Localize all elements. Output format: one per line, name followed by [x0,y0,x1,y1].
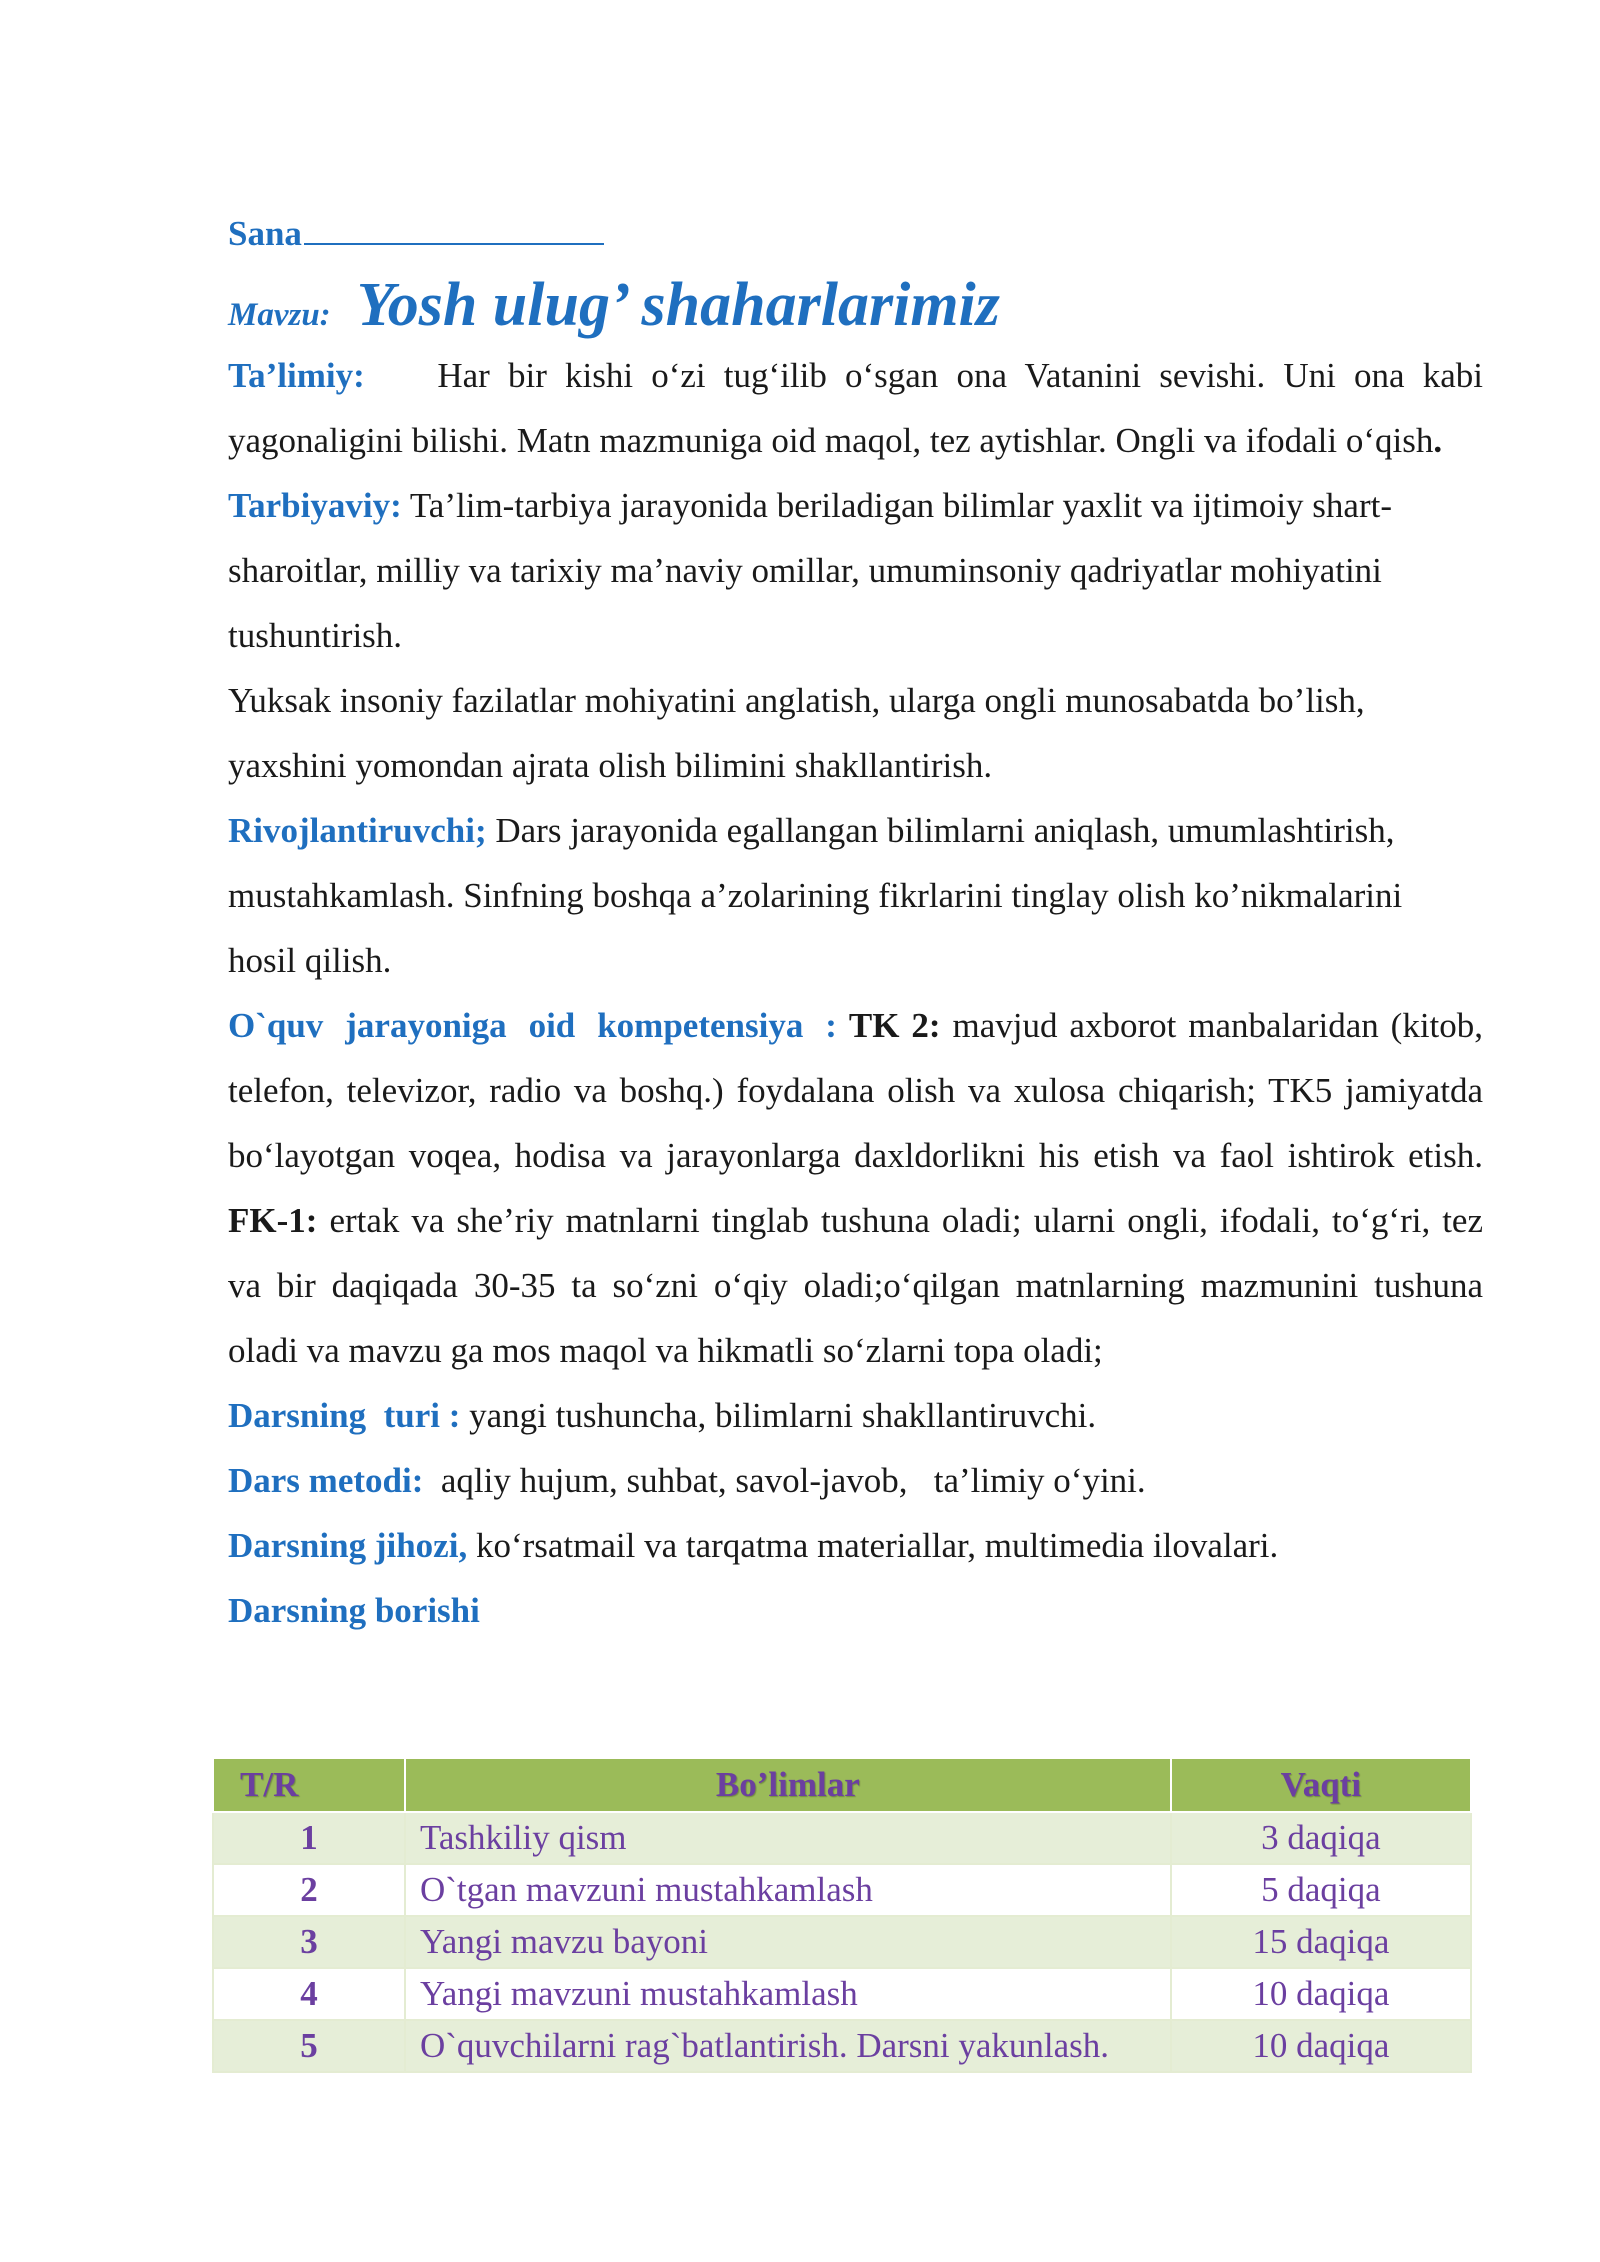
developmental-goal-text: Dars jarayonida egallangan bilimlarni aniqlash, umumlashtirish, mustahkamlash. Sinfning boshqa a’zolarining fikrlarini tinglay olish ko’nikmalarini hosil qilish. [228,811,1403,980]
lesson-type [228,1383,1483,1448]
table-row [213,1916,1471,1968]
fk1-label: FK-1: [228,1201,318,1240]
table-row [213,2020,1471,2072]
developmental-goal-label: Rivojlantiruvchi; [228,811,487,850]
row-section: Tashkiliy qism [405,1812,1171,1864]
lesson-method-label: Dars metodi: [228,1461,424,1500]
table-row [213,1968,1471,2020]
row-number: 3 [213,1916,405,1968]
header-number: T/R [213,1758,405,1812]
lesson-body [228,343,1483,1643]
date-line [228,205,1483,263]
row-section: O`tgan mavzuni mustahkamlash [405,1864,1171,1916]
lesson-equipment-text: ko‘rsatmail va tarqatma materiallar, multimedia ilovalari. [475,1526,1279,1565]
lesson-equipment [228,1513,1483,1578]
row-time: 10 daqiqa [1171,1968,1471,2020]
lesson-method-text: aqliy hujum, suhbat, savol-javob, ta’limiy o‘yini. [440,1461,1146,1500]
row-number: 2 [213,1864,405,1916]
upbringing-goal-label: Tarbiyaviy: [228,486,402,525]
header-time: Vaqti [1171,1758,1471,1812]
competency-label: O`quv jarayoniga oid kompetensiya : [228,1006,837,1045]
topic-label: Mavzu: [228,297,331,333]
lesson-progress-heading [228,1578,1483,1643]
tk2-text: mavjud axborot manbalaridan (kitob, telefon, televizor, radio va boshq.) foydalana olish va xulosa chiqarish; TK5 jamiyatda bo‘layotgan voqea, hodisa va jarayonlarga daxldorlikni his etish va faol ishtirok etish. [228,1006,1484,1175]
competency-paragraph [228,993,1483,1383]
row-section: O`quvchilarni rag`batlantirish. Darsni yakunlash. [405,2020,1171,2072]
row-section: Yangi mavzuni mustahkamlash [405,1968,1171,2020]
row-time: 5 daqiqa [1171,1864,1471,1916]
educational-goal-label: Ta’limiy: [228,356,365,395]
fk1-text: ertak va she’riy matnlarni tinglab tushuna oladi; ularni ongli, ifodali, to‘g‘ri, tez va bir daqiqada 30-35 ta so‘zni o‘qiy oladi;o‘qilgan matnlarning mazmunini tushuna oladi va mavzu ga mos maqol va hikmatli so‘zlarni topa oladi; [228,1201,1484,1370]
developmental-goal [228,798,1478,993]
row-number: 4 [213,1968,405,2020]
topic-line [228,267,1483,343]
table-row [213,1812,1471,1864]
date-blank-line [304,207,604,245]
tk2-label: TK 2: [848,1006,941,1045]
lesson-method [228,1448,1483,1513]
virtues-paragraph: Yuksak insoniy fazilatlar mohiyatini anglatish, ularga ongli munosabatda bo’lish, yaxshini yomondan ajrata olish bilimini shakllantirish. [228,681,1365,785]
row-number: 5 [213,2020,405,2072]
header-sections: Bo’limlar [405,1758,1171,1812]
row-time: 15 daqiqa [1171,1916,1471,1968]
lesson-type-text: yangi tushuncha, bilimlarni shakllantiruvchi. [469,1396,1097,1435]
row-time: 3 daqiqa [1171,1812,1471,1864]
date-label: Sana [228,214,302,253]
row-section: Yangi mavzu bayoni [405,1916,1171,1968]
educational-goal [228,343,1483,473]
upbringing-goal [228,473,1403,668]
topic-title: Yosh ulug’ shaharlarimiz [356,271,1000,339]
row-number: 1 [213,1812,405,1864]
row-time: 10 daqiqa [1171,2020,1471,2072]
document-content [228,205,1483,1643]
lesson-equipment-label: Darsning jihozi, [228,1526,468,1565]
educational-goal-end: . [1433,421,1443,460]
upbringing-goal-text: Ta’lim-tarbiya jarayonida beriladigan bilimlar yaxlit va ijtimoiy shart-sharoitlar, milliy va tarixiy ma’naviy omillar, umuminsoniy qadriyatlar mohiyatini tushuntirish. [228,486,1392,655]
lesson-type-label: Darsning turi : [228,1396,461,1435]
table-row [213,1864,1471,1916]
table-header-row [213,1758,1471,1812]
lesson-progress-label: Darsning borishi [228,1591,480,1630]
lesson-plan-table [212,1757,1472,2073]
educational-goal-text: Har bir kishi o‘zi tug‘ilib o‘sgan ona Vatanini sevishi. Uni ona kabi yagonaligini bilishi. Matn mazmuniga oid maqol, tez aytishlar. Ongli va ifodali o‘qish [228,356,1484,460]
